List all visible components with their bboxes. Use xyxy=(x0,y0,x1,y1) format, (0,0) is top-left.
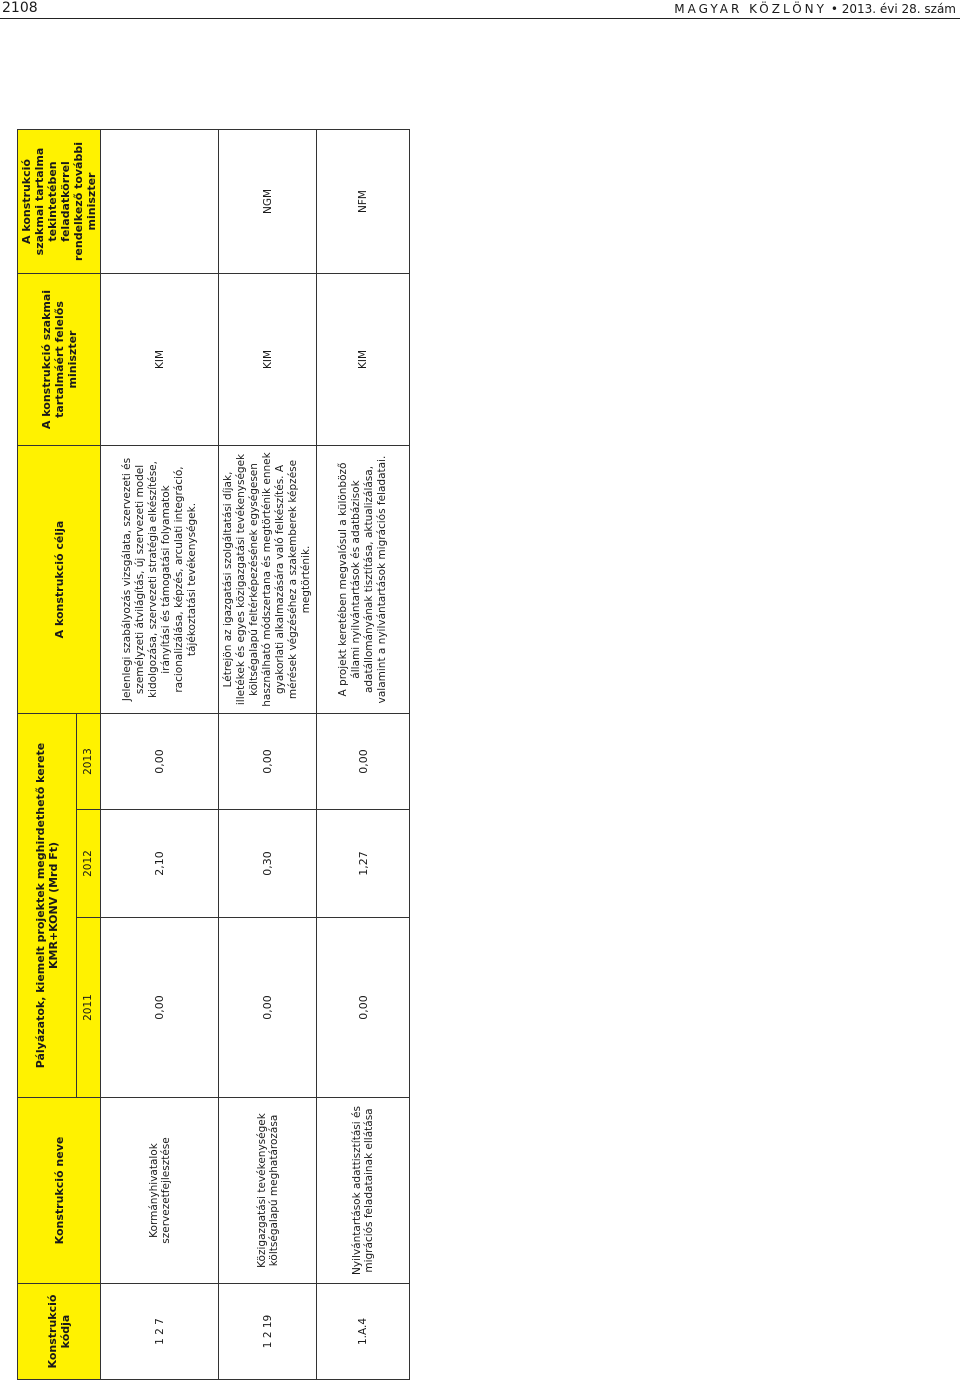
row-value-2013: 0,00 xyxy=(317,714,410,810)
running-head xyxy=(674,1,956,17)
row-responsible-minister: KIM xyxy=(101,274,219,446)
row-value-2011: 0,00 xyxy=(101,918,219,1098)
row-value-2012: 1,27 xyxy=(317,810,410,918)
row-responsible-minister: KIM xyxy=(219,274,317,446)
row-goal: Jelenlegi szabályozás vizsgálata, szervezeti és személyzeti átvilágítás, új szervezeti model kidolgozása, szervezeti stratégia elkészítése, irányítási és támogatási folyamatok racionalizálása, képzés, arculati integráció, tájékoztatási tevékenységek. xyxy=(101,446,219,714)
row-other-minister xyxy=(101,130,219,274)
header-other-minister: A konstrukció szakmai tartalma tekintetében feladatkörrel rendelkező további miniszter xyxy=(18,130,101,274)
row-value-2013: 0,00 xyxy=(219,714,317,810)
table-row xyxy=(101,130,219,1380)
row-other-minister: NFM xyxy=(317,130,410,274)
row-code: 1 2 7 xyxy=(101,1284,219,1380)
row-goal: Létrejön az igazgatási szolgáltatási díjak, illetékek és egyes közigazgatási tevékenységek költségalapú feltérképezésének egységesen használható módszertana és megtörténik ennek gyakorlati alkalmazására való felkészítés. A mérések végzéséhez a szakemberek képzése megtörténik. xyxy=(219,446,317,714)
row-code: 1 2 19 xyxy=(219,1284,317,1380)
row-other-minister: NGM xyxy=(219,130,317,274)
header-year-2013: 2013 xyxy=(76,714,100,810)
header-responsible-minister: A konstrukció szakmai tartalmáért felelős miniszter xyxy=(18,274,101,446)
row-name: Közigazgatási tevékenységek költségalapú meghatározása xyxy=(219,1098,317,1284)
row-value-2011: 0,00 xyxy=(317,918,410,1098)
header-year-2011: 2011 xyxy=(76,918,100,1098)
row-value-2012: 2,10 xyxy=(101,810,219,918)
header-goal: A konstrukció célja xyxy=(18,446,101,714)
table-row xyxy=(317,130,410,1380)
header-funding: Pályázatok, kiemelt projektek meghirdethető kerete KMR+KONV (Mrd Ft) xyxy=(18,714,77,1098)
header-year-2012: 2012 xyxy=(76,810,100,918)
row-responsible-minister: KIM xyxy=(317,274,410,446)
row-goal: A projekt keretében megvalósul a különböző állami nyilvántartások és adatbázisok adatállományának tisztítása, aktualizálása, valamint a nyilvántartások migrációs feladatai. xyxy=(317,446,410,714)
row-value-2011: 0,00 xyxy=(219,918,317,1098)
table-row xyxy=(219,130,317,1380)
page-header xyxy=(0,0,960,19)
construction-table xyxy=(17,129,410,1380)
row-name: Kormányhivatalok szervezetfejlesztése xyxy=(101,1098,219,1284)
issue-label: • 2013. évi 28. szám xyxy=(830,2,956,16)
row-name: Nyilvántartások adattisztítási és migrációs feladatainak ellátása xyxy=(317,1098,410,1284)
row-code: 1.A.4 xyxy=(317,1284,410,1380)
header-code: Konstrukció kódja xyxy=(18,1284,101,1380)
journal-title: MAGYAR KÖZLÖNY xyxy=(674,2,827,16)
row-value-2012: 0,30 xyxy=(219,810,317,918)
row-value-2013: 0,00 xyxy=(101,714,219,810)
rotated-table-container xyxy=(17,130,402,1380)
page-number: 2108 xyxy=(2,0,38,16)
header-name: Konstrukció neve xyxy=(18,1098,101,1284)
